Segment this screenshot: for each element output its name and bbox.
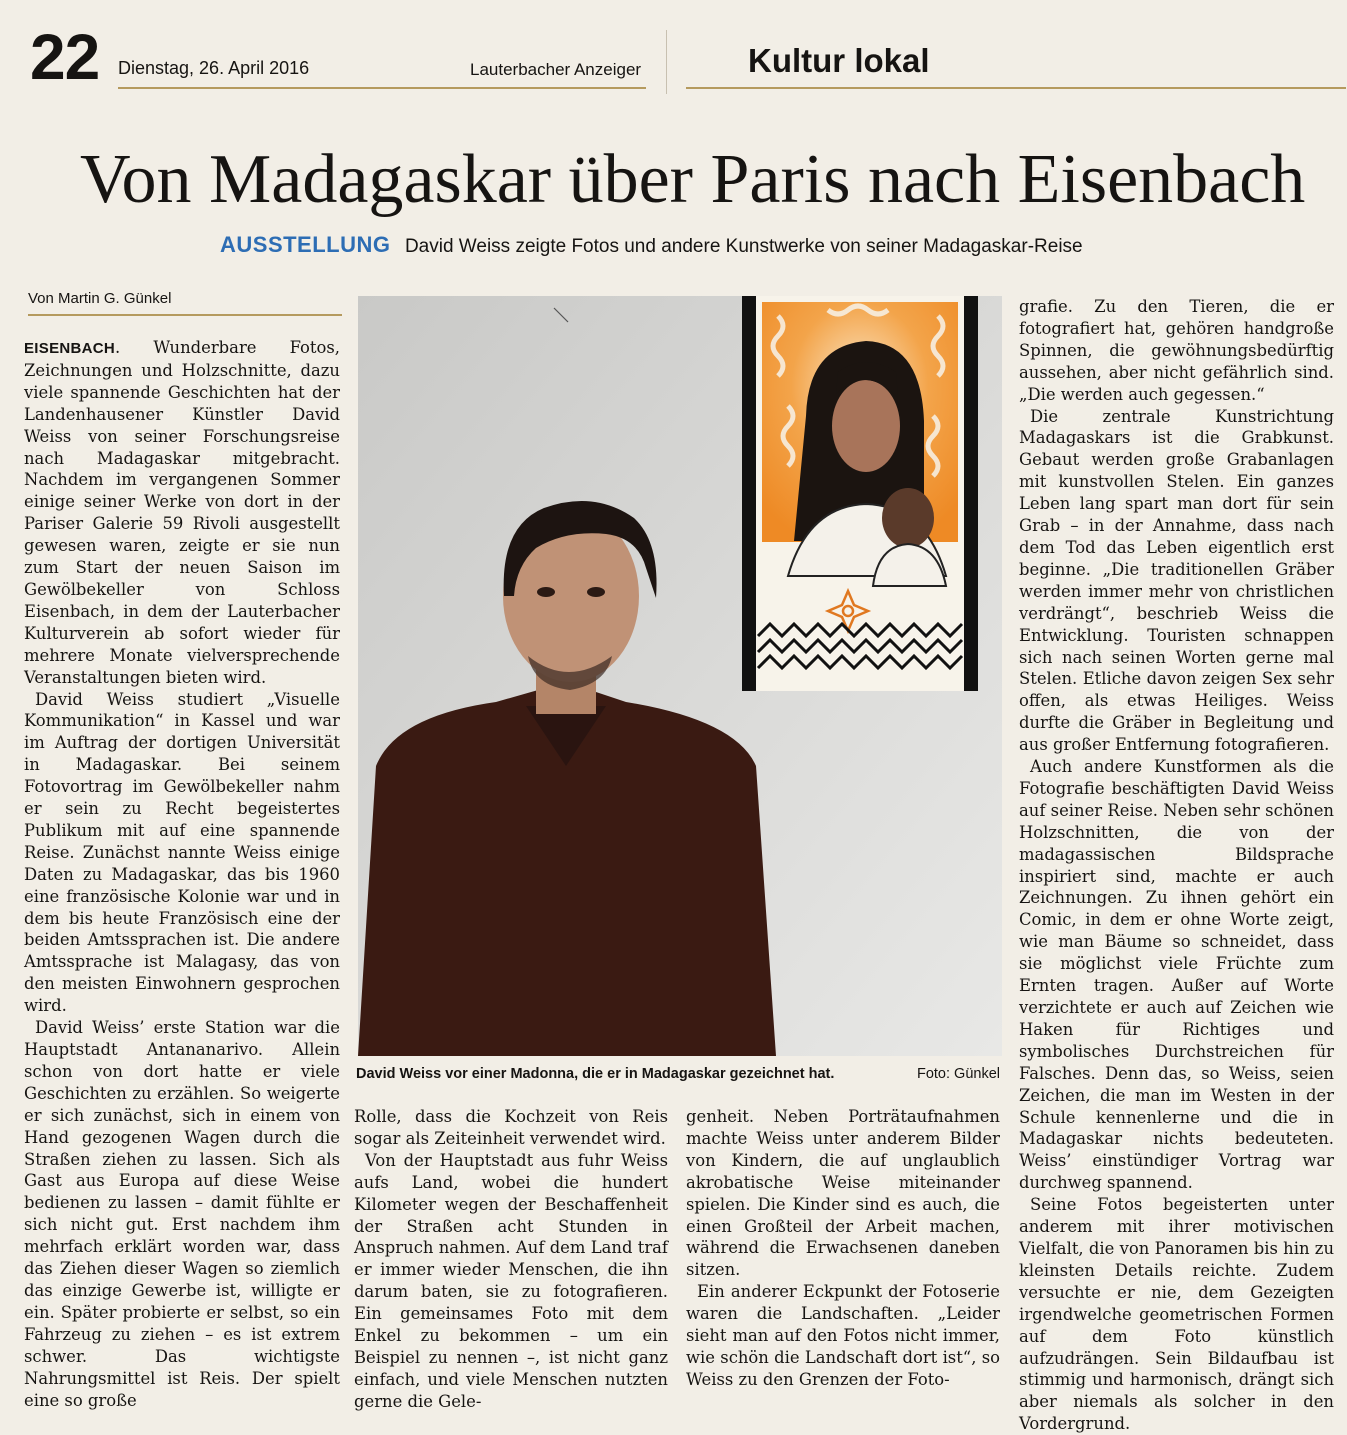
kicker: AUSSTELLUNG <box>220 232 391 257</box>
photo-caption <box>356 1066 1000 1082</box>
paragraph <box>24 337 340 689</box>
subheadline: David Weiss zeigte Fotos und andere Kunstwerke von seiner Madagaskar-Reise <box>404 236 1083 257</box>
page-number: 22 <box>30 21 100 93</box>
header-divider <box>666 30 667 94</box>
section-title: Kultur lokal <box>748 42 930 79</box>
newspaper-name: Lauterbacher Anzeiger <box>470 60 642 79</box>
dateline: EISENBACH <box>24 340 116 357</box>
article-photo <box>358 296 1002 1056</box>
header-rule-right <box>686 87 1346 89</box>
paragraph: Die zentrale Kunstrichtung Madagaskars ist die Grabkunst. Gebaut werden große Grabanlagen mit kunstvollen Stelen. Ein ganzes Leben lang spart man dort für sein Grab – in der Annahme, dass nach dem Tod das Leben eigentlich erst beginne. „Die traditionellen Gräber werden immer mehr von christlichen verdrängt“, beschrieb Weiss die Entwicklung. Touristen schnappen sich nach seinen Worten gerne mal Stelen. Etliche davon zeigen Sex sehr offen, als etwas Heiliges. Weiss durfte die Gräber in Begleitung und aus großer Entfernung fotografieren. <box>1019 406 1334 755</box>
paragraph: genheit. Neben Porträtaufnahmen machte Weiss unter anderem Bilder von Kindern, die auf unglaublich akrobatische Weise miteinander spielen. Die Kinder sind es auch, die einen Großteil der Arbeit machen, während die Erwachsenen daneben sitzen. <box>686 1107 1000 1280</box>
article-column-2 <box>354 1106 668 1413</box>
byline: Von Martin G. Günkel <box>28 290 172 307</box>
paragraph: Ein anderer Eckpunkt der Fotoserie waren die Landschaften. „Leider sieht man auf den Fotos nicht immer, wie schön die Landschaft dort ist“, so Weiss zu den Grenzen der Foto- <box>686 1282 1000 1389</box>
article-column-4 <box>1019 296 1334 1435</box>
photo-credit: Foto: Günkel <box>916 1066 1000 1082</box>
paragraph: grafie. Zu den Tieren, die er fotografiert hat, gehören handgroße Spinnen, die gewöhnungsbedürftig aussehen, aber nicht gefährlich sind. „Die werden auch gegessen.“ <box>1019 297 1334 404</box>
article-column-1 <box>24 337 340 1411</box>
issue-date: Dienstag, 26. April 2016 <box>118 58 310 78</box>
paragraph: David Weiss studiert „Visuelle Kommunikation“ in Kassel und war im Auftrag der dortigen Universität in Madagaskar. Bei seinem Fotovortrag im Gewölbekeller nahm er sein zu Recht begeistertes Publikum mit auf eine spannende Reise. Zunächst nannte Weiss einige Daten zu Madagaskar, das bis 1960 eine französische Kolonie war und in dem bis heute Französisch eine der beiden Amtssprachen ist. Die andere Amtssprache ist Malagasy, das von den meisten Einwohnern gesprochen wird. <box>24 689 340 1016</box>
article-column-3 <box>686 1106 1000 1391</box>
paragraph-text: . Wunderbare Fotos, Zeichnungen und Holzschnitte, dazu viele spannende Geschichten hat der Landenhausener Künstler David Weiss von seiner Forschungsreise nach Madagaskar mitgebracht. Nachdem im vergangenen Sommer einige seiner Werke von dort in der Pariser Galerie 59 Rivoli ausgestellt gewesen waren, zeigte er sie nun zum Start der neuen Saison im Gewölbekeller von Schloss Eisenbach, in dem der Lauterbacher Kulturverein ab sofort wieder für mehrere Monate vielversprechende Veranstaltungen bieten wird. <box>24 338 340 687</box>
headline: Von Madagaskar über Paris nach Eisenbach <box>80 141 1306 218</box>
caption-text: David Weiss vor einer Madonna, die er in Madagaskar gezeichnet hat. <box>356 1066 835 1082</box>
byline-rule <box>28 314 342 316</box>
photo-illustration <box>358 296 1002 1056</box>
paragraph: Seine Fotos begeisterten unter anderem mit ihrer motivischen Vielfalt, die von Panoramen bis hin zu kleinsten Details reichte. Zudem versuchte er nie, dem Gezeigten irgendwelche geometrischen Formen auf dem Foto künstlich aufzudrängen. Sein Bildaufbau ist stimmig und harmonisch, drängt sich aber niemals als solcher in den Vordergrund. <box>1019 1195 1334 1434</box>
paragraph: Von der Hauptstadt aus fuhr Weiss aufs Land, wobei die hundert Kilometer wegen der Beschaffenheit der Straßen acht Stunden in Anspruch nahmen. Auf dem Land traf er immer wieder Menschen, die ihn darum baten, sie zu fotografieren. Ein gemeinsames Foto mit dem Enkel zu bekommen – um ein Beispiel zu nennen –, ist nicht ganz einfach, und viele Menschen nutzten gerne die Gele- <box>354 1150 668 1411</box>
paragraph: Auch andere Kunstformen als die Fotografie beschäftigten David Weiss auf seiner Reise. Neben sehr schönen Holzschnitten, die von der madagassischen Bildsprache inspiriert sind, machte er auch Zeichnungen. Zu ihnen gehört ein Comic, in dem er ohne Worte zeigt, wie man Bäume so schneidet, dass sie möglichst viele Früchte zum Ernten tragen. Außer auf Worte verzichtete er auch auf Zeichen wie Haken für Richtiges und symbolisches Durchstreichen für Falsches. Denn das, so Weiss, seien Zeichen, die man im Westen in der Schule kennenlerne und die in Madagaskar nichts bedeuteten. Weiss’ einstündiger Vortrag war durchweg spannend. <box>1019 757 1334 1193</box>
subheadline-row <box>220 232 1083 258</box>
paragraph: David Weiss’ erste Station war die Hauptstadt Antananarivo. Allein schon von dort hatte er viele Geschichten zu erzählen. So weigerte er sich zunächst, sich in einem von Hand gezogenen Wagen durch die Straßen ziehen zu lassen. Sich als Gast aus Europa auf diese Weise bedienen zu lassen – damit fühlte er sich nicht gut. Erst nachdem ihm mehrfach erklärt worden war, dass das Ziehen dieser Wagen so ziemlich das einzige Gewerbe ist, willigte er ein. Später probierte er selbst, so ein Fahrzeug zu ziehen – es ist extrem schwer. Das wichtigste Nahrungsmittel ist Reis. Der spielt eine so große <box>24 1018 340 1410</box>
paragraph: Rolle, dass die Kochzeit von Reis sogar als Zeiteinheit verwendet wird. <box>354 1107 668 1148</box>
header-rule-left <box>118 87 646 89</box>
